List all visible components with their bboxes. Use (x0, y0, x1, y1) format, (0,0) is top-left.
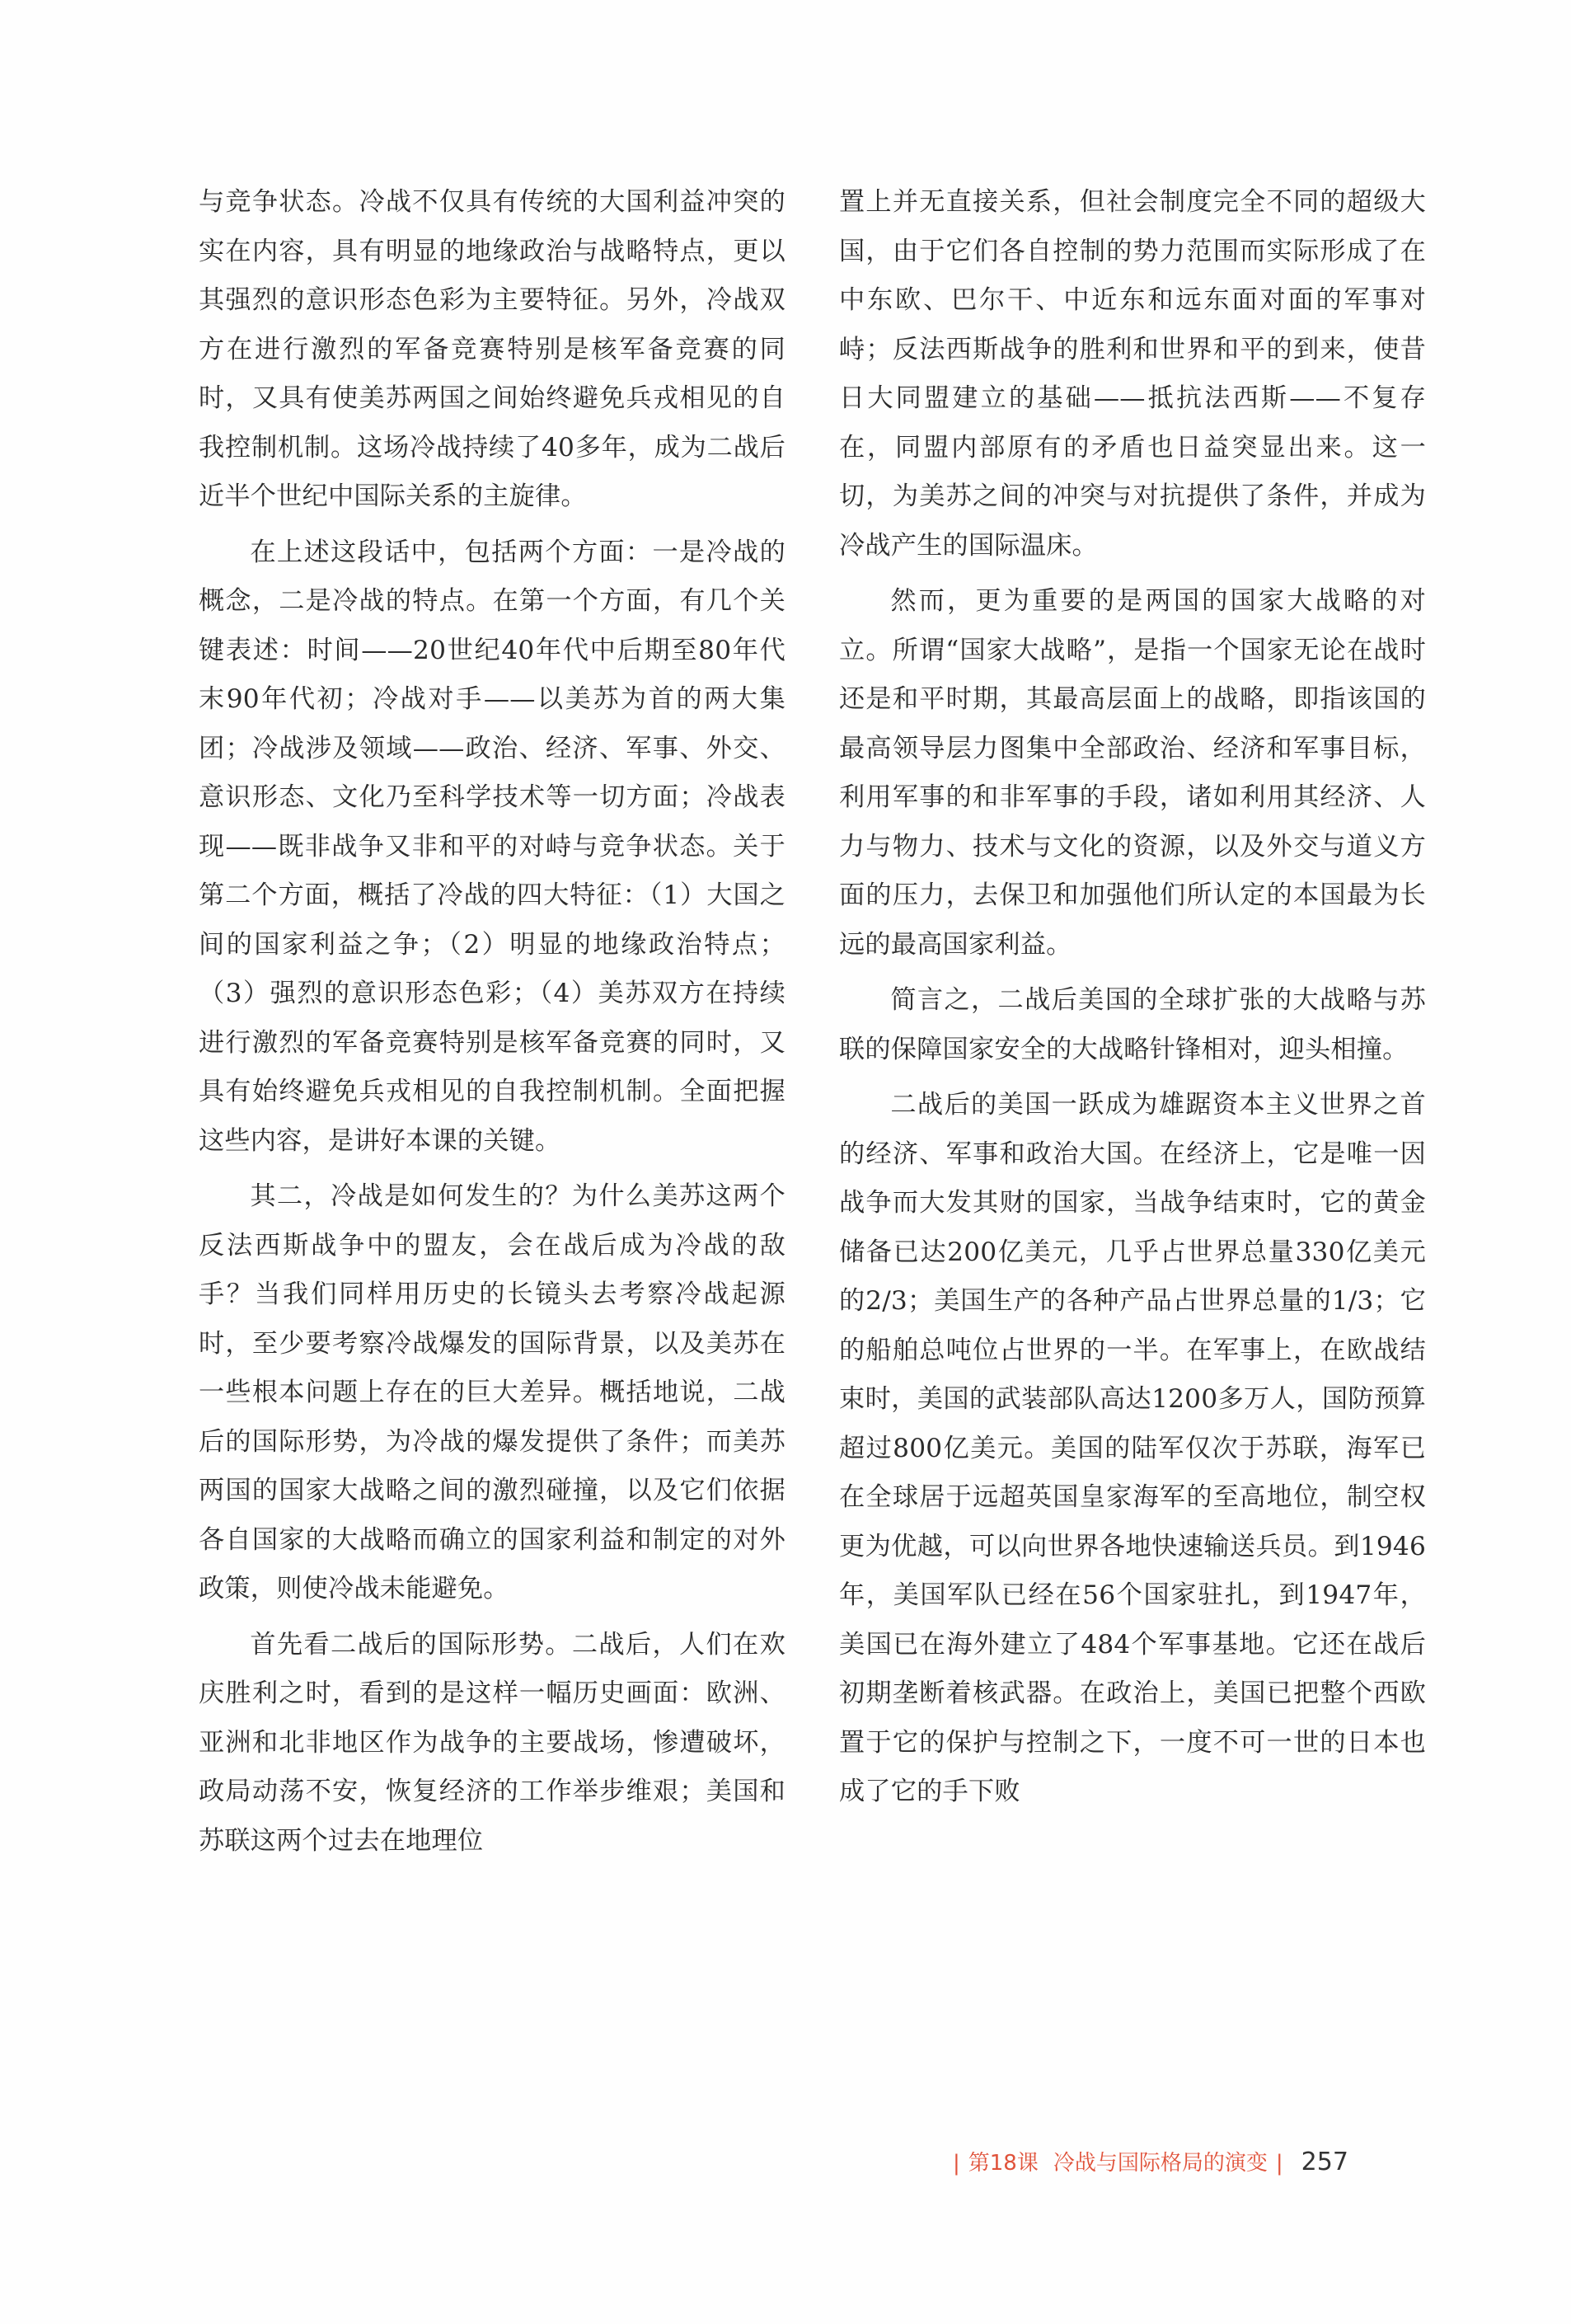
page-footer (945, 2146, 1348, 2176)
paragraph: 首先看二战后的国际形势。二战后，人们在欢庆胜利之时，看到的是这样一幅历史画面：欧洲、亚洲和北非地区作为战争的主要战场，惨遭破坏，政局动荡不安，恢复经济的工作举步维艰；美国和苏联这两个过去在地理位 (199, 1629, 786, 1856)
page-number: 257 (1301, 2148, 1348, 2176)
left-column (199, 178, 786, 1872)
footer-title: 冷战与国际格局的演变 (1053, 2151, 1268, 2176)
paragraph: 在上述这段话中，包括两个方面：一是冷战的概念，二是冷战的特点。在第一个方面，有几个关键表述：时间——20世纪40年代中后期至80年代末90年代初；冷战对手——以美苏为首的两大集团；冷战涉及领域——政治、经济、军事、外交、意识形态、文化乃至科学技术等一切方面；冷战表现——既非战争又非和平的对峙与竞争状态。关于第二个方面，概括了冷战的四大特征：（1）大国之间的国家利益之争；（2）明显的地缘政治特点；（3）强烈的意识形态色彩；（4）美苏双方在持续进行激烈的军备竞赛特别是核军备竞赛的同时，又具有始终避免兵戎相见的自我控制机制。全面把握这些内容，是讲好本课的关键。 (199, 537, 786, 1156)
paragraph: 置上并无直接关系，但社会制度完全不同的超级大国，由于它们各自控制的势力范围而实际形成了在中东欧、巴尔干、中近东和远东面对面的军事对峙；反法西斯战争的胜利和世界和平的到来，使昔日大同盟建立的基础——抵抗法西斯——不复存在，同盟内部原有的矛盾也日益突显出来。这一切，为美苏之间的冲突与对抗提供了条件，并成为冷战产生的国际温床。 (839, 187, 1426, 561)
footer-lesson: 第18课 (968, 2151, 1039, 2176)
paragraph: 其二，冷战是如何发生的？为什么美苏这两个反法西斯战争中的盟友，会在战后成为冷战的敌手？当我们同样用历史的长镜头去考察冷战起源时，至少要考察冷战爆发的国际背景，以及美苏在一些根本问题上存在的巨大差异。概括地说，二战后的国际形势，为冷战的爆发提供了条件；而美苏两国的国家大战略之间的激烈碰撞，以及它们依据各自国家的大战略而确立的国家利益和制定的对外政策，则使冷战未能避免。 (199, 1181, 786, 1603)
footer-separator: | (1275, 2151, 1283, 2176)
paragraph: 与竞争状态。冷战不仅具有传统的大国利益冲突的实在内容，具有明显的地缘政治与战略特点，更以其强烈的意识形态色彩为主要特征。另外，冷战双方在进行激烈的军备竞赛特别是核军备竞赛的同时，又具有使美苏两国之间始终避免兵戎相见的自我控制机制。这场冷战持续了40多年，成为二战后近半个世纪中国际关系的主旋律。 (199, 187, 786, 511)
paragraph: 二战后的美国一跃成为雄踞资本主义世界之首的经济、军事和政治大国。在经济上，它是唯一因战争而大发其财的国家，当战争结束时，它的黄金储备已达200亿美元，几乎占世界总量330亿美元的2/3；美国生产的各种产品占世界总量的1/3；它的船舶总吨位占世界的一半。在军事上，在欧战结束时，美国的武装部队高达1200多万人，国防预算超过800亿美元。美国的陆军仅次于苏联，海军已在全球居于远超英国皇家海军的至高地位，制空权更为优越，可以向世界各地快速输送兵员。到1946年，美国军队已经在56个国家驻扎，到1947年，美国已在海外建立了484个军事基地。它还在战后初期垄断着核武器。在政治上，美国已把整个西欧置于它的保护与控制之下，一度不可一世的日本也成了它的手下败 (839, 1090, 1426, 1806)
footer-separator: | (953, 2151, 960, 2176)
paragraph: 然而，更为重要的是两国的国家大战略的对立。所谓“国家大战略”，是指一个国家无论在战时还是和平时期，其最高层面上的战略，即指该国的最高领导层力图集中全部政治、经济和军事目标，利用军事的和非军事的手段，诸如利用其经济、人力与物力、技术与文化的资源，以及外交与道义方面的压力，去保卫和加强他们所认定的本国最为长远的最高国家利益。 (839, 586, 1426, 960)
paragraph: 简言之，二战后美国的全球扩张的大战略与苏联的保障国家安全的大战略针锋相对，迎头相撞。 (839, 985, 1426, 1064)
right-column (839, 178, 1426, 1824)
